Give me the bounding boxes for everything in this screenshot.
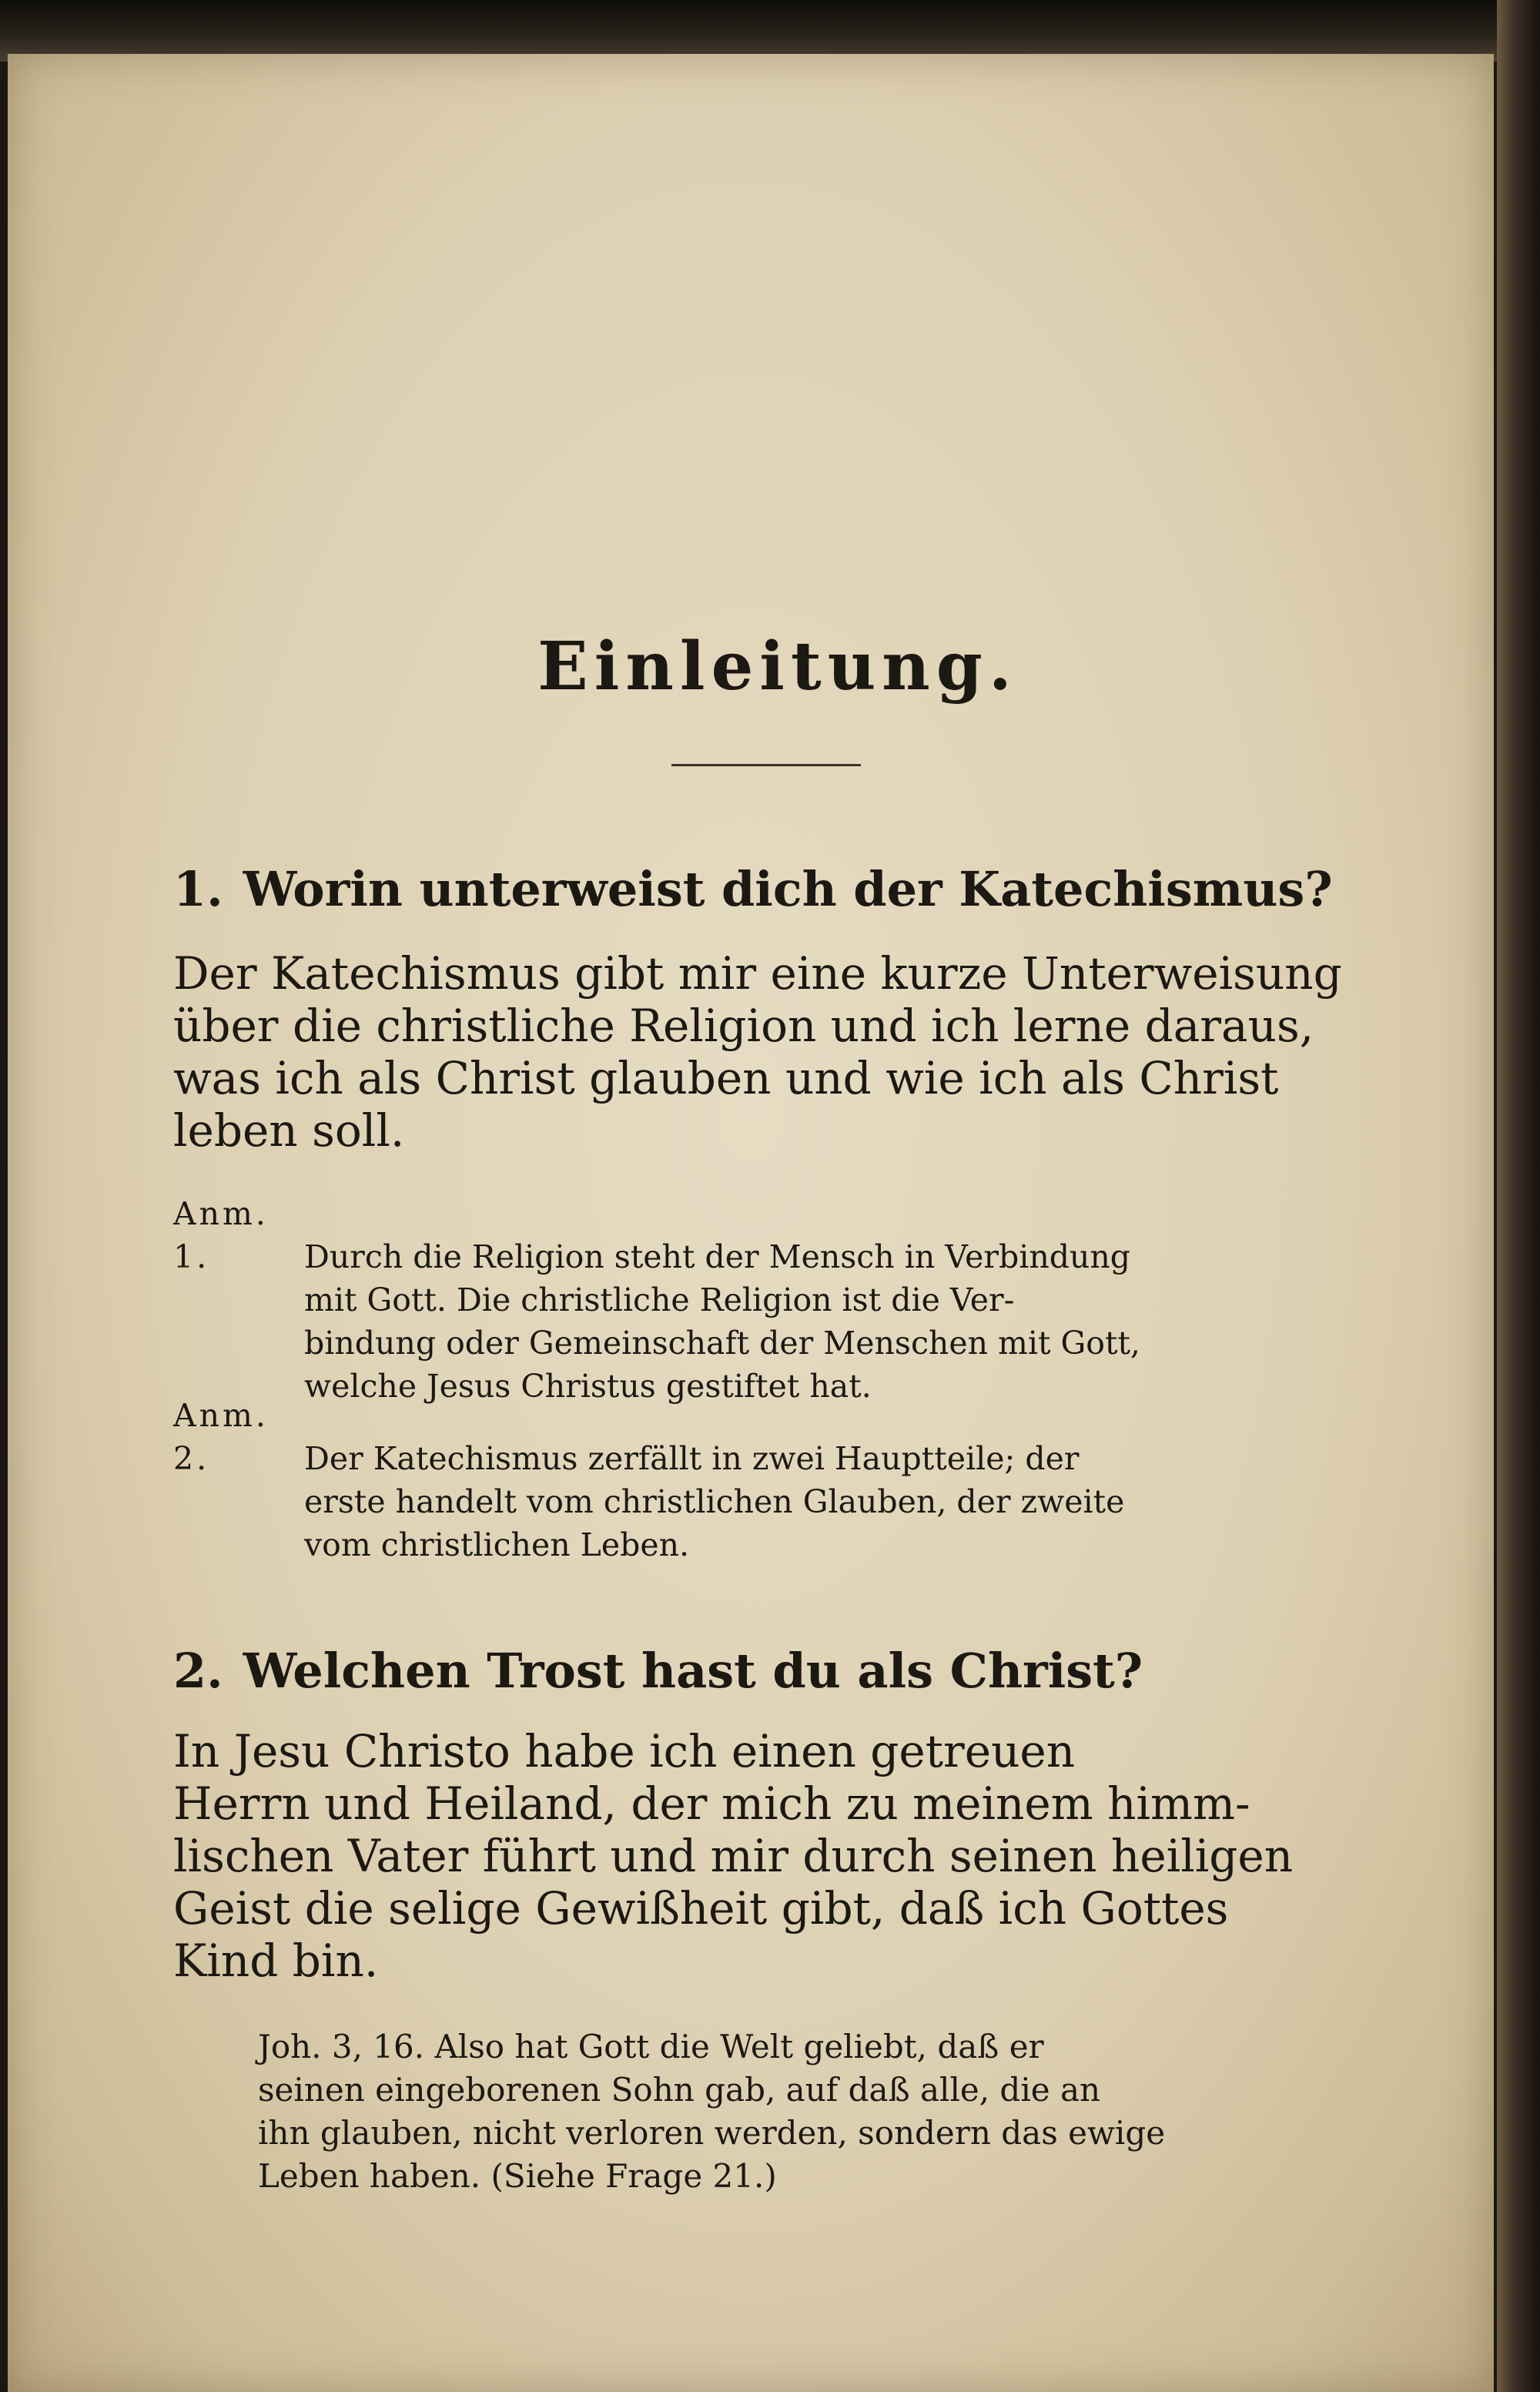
question-1	[173, 859, 1374, 920]
answer-1-line: leben soll.	[173, 1104, 405, 1157]
note-2-line: erste handelt vom christlichen Glauben, der zweite	[304, 1483, 1125, 1520]
answer-2-line: lischen Vater führt und mir durch seinen heiligen	[173, 1830, 1294, 1882]
answer-2	[173, 1725, 1348, 1987]
answer-1-line: Der Katechismus gibt mir eine kurze Unterweisung	[173, 947, 1342, 1000]
note-2-line: vom christlichen Leben.	[304, 1526, 690, 1563]
answer-1-line: was ich als Christ glauben und wie ich als Christ	[173, 1052, 1279, 1104]
chapter-title: Einleitung.	[537, 628, 1018, 705]
question-1-text: Worin unterweist dich der Katechismus?	[243, 861, 1333, 917]
page-paper	[8, 54, 1494, 2392]
note-1-line: mit Gott. Die christliche Religion ist die Ver-	[304, 1281, 1015, 1318]
note-2-line: Der Katechismus zerfällt in zwei Hauptteile; der	[304, 1440, 1080, 1477]
answer-2-line: In Jesu Christo habe ich einen getreuen	[173, 1725, 1076, 1777]
quote-line: ihn glauben, nicht verloren werden, sondern das ewige	[258, 2114, 1166, 2152]
quote-line: Leben haben. (Siehe Frage 21.)	[258, 2157, 777, 2195]
question-2	[173, 1640, 1374, 1702]
answer-1-line: über die christliche Religion und ich lerne daraus,	[173, 1000, 1314, 1052]
question-1-number: 1.	[173, 861, 223, 917]
note-2-label: Anm. 2.	[173, 1397, 269, 1477]
quote-line: Joh. 3, 16. Also hat Gott die Welt geliebt, daß er	[258, 2028, 1044, 2065]
note-1-line: Durch die Religion steht der Mensch in Verbindung	[304, 1238, 1131, 1275]
note-1-line: bindung oder Gemeinschaft der Menschen mit Gott,	[304, 1325, 1140, 1362]
answer-2-line: Kind bin.	[173, 1935, 379, 1987]
quote-line: seinen eingeborenen Sohn gab, auf daß alle, die an	[258, 2071, 1101, 2109]
note-1-line: welche Jesus Christus gestiftet hat.	[304, 1368, 872, 1405]
title-divider	[671, 764, 861, 766]
question-2-text: Welchen Trost hast du als Christ?	[243, 1643, 1143, 1699]
right-page-edge	[1497, 0, 1540, 2392]
bible-quote	[258, 2025, 1351, 2198]
note-2	[173, 1394, 1351, 1566]
answer-2-line: Herrn und Heiland, der mich zu meinem himm-	[173, 1777, 1250, 1830]
note-1-label: Anm. 1.	[173, 1195, 269, 1275]
top-binding-edge	[0, 0, 1540, 62]
note-1	[173, 1192, 1351, 1408]
answer-1	[173, 947, 1348, 1157]
question-2-number: 2.	[173, 1643, 223, 1699]
answer-2-line: Geist die selige Gewißheit gibt, daß ich Gottes	[173, 1882, 1229, 1935]
